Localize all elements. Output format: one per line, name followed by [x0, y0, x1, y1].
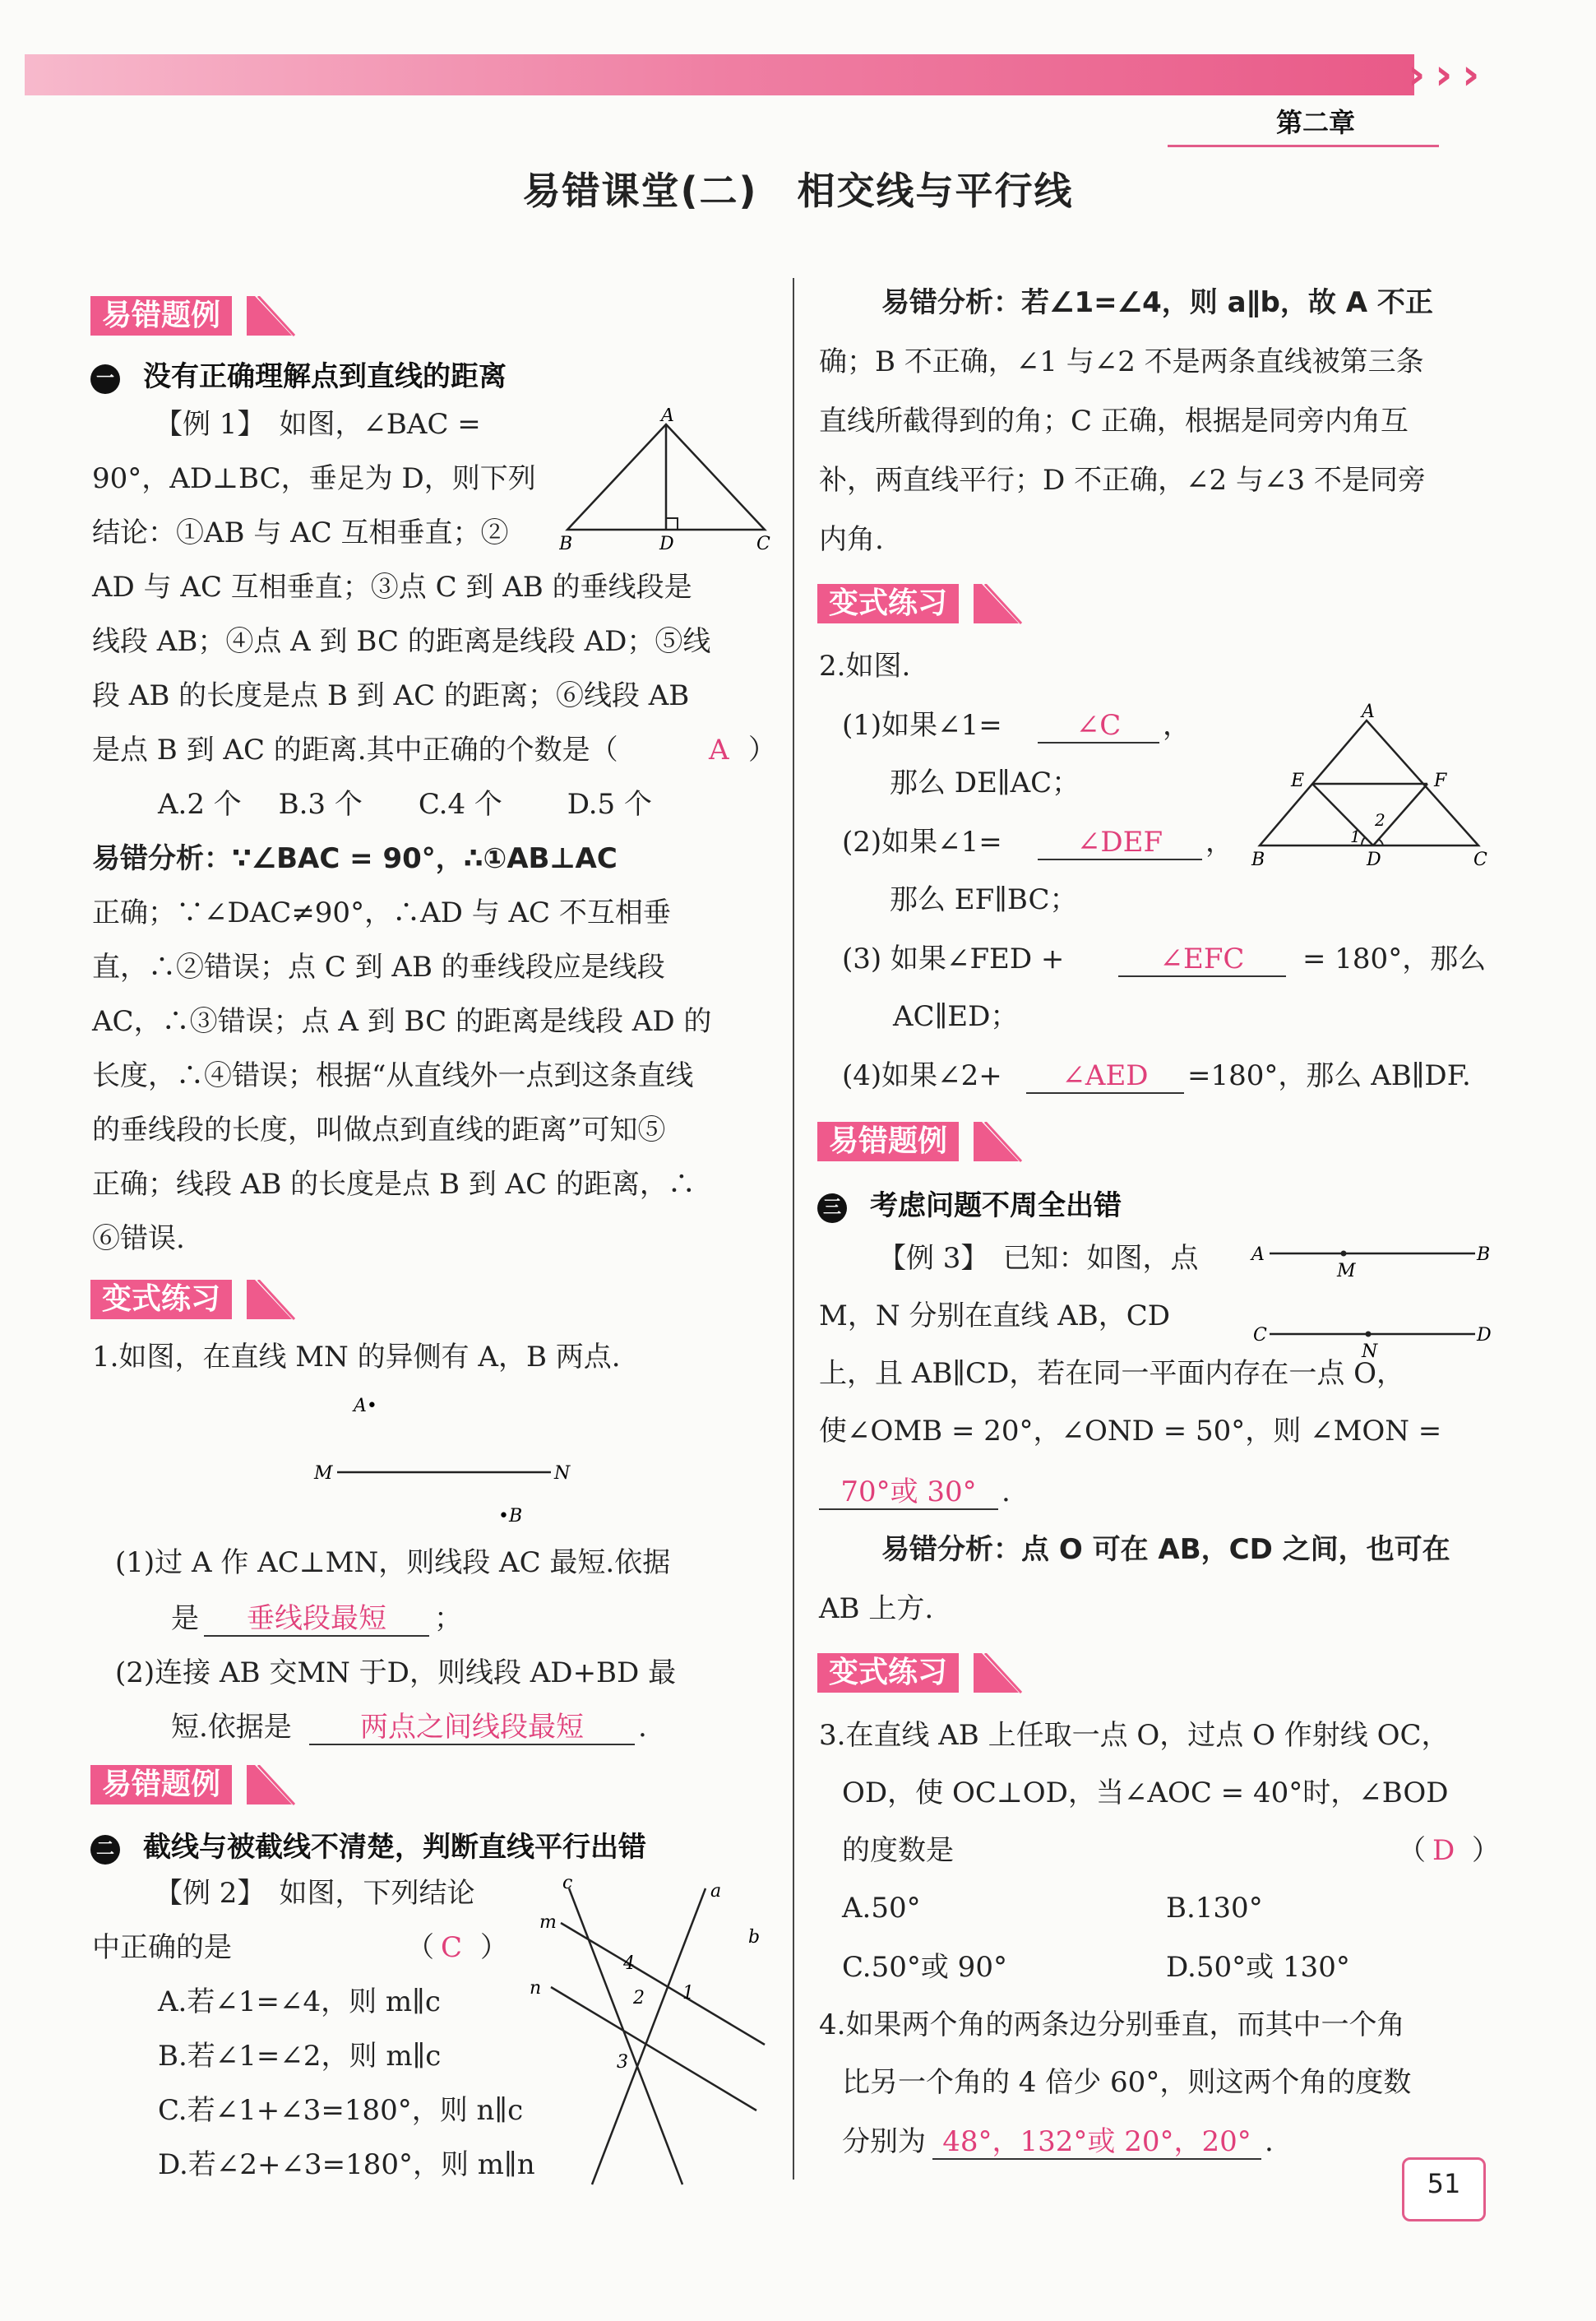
ex3-line: 使∠OMB = 20°，∠OND = 50°，则 ∠MON = — [819, 1415, 1442, 1448]
badge-bianshi: 变式练习 — [90, 1280, 232, 1319]
section-2-heading — [90, 1824, 646, 1865]
label-angle-1: 1 — [682, 1983, 694, 2004]
label-n: n — [530, 1978, 542, 1999]
badge-tail-icon — [974, 584, 1023, 625]
label-angle-1: 1 — [1350, 827, 1361, 846]
badge-bianshi: 变式练习 — [817, 584, 959, 623]
badge-bianshi: 变式练习 — [817, 1653, 959, 1693]
ex1-analysis-line: ⑥错误. — [92, 1222, 185, 1255]
figure-parallel-ab-cd — [1245, 1234, 1500, 1374]
column-divider — [793, 278, 794, 2180]
ex1-analysis-line: AC，∴③错误；点 A 到 BC 的距离是线段 AD 的 — [92, 1005, 712, 1038]
ex2-paren: （ — [406, 1931, 434, 1964]
chevron-icon: › — [1435, 50, 1453, 100]
q3-line: 的度数是 — [842, 1834, 954, 1867]
q1-part1-end: ； — [434, 1602, 462, 1635]
figure-triangle-def — [1242, 701, 1505, 873]
badge-tail-icon — [974, 1653, 1023, 1694]
badge-yicuo: 易错题例 — [817, 1122, 959, 1161]
ex2-analysis-line: 直线所截得到的角；C 正确，根据是同旁内角互 — [819, 405, 1409, 438]
ex1-line: 是点 B 到 AC 的距离.其中正确的个数是（ — [92, 734, 618, 767]
page-number: 51 — [1427, 2168, 1461, 2199]
q3-answer: D — [1432, 1834, 1455, 1867]
q1-intro: 1.如图，在直线 MN 的异侧有 A，B 两点. — [92, 1341, 621, 1374]
section-title: 截线与被截线不清楚，判断直线平行出错 — [143, 1831, 646, 1864]
label-b: B — [1251, 850, 1265, 870]
q3-line: OD，使 OC⊥OD，当∠AOC = 40°时，∠BOD — [842, 1777, 1449, 1809]
ex2-analysis-line: 确；B 不正确，∠1 与∠2 不是两条直线被第三条 — [819, 345, 1424, 378]
badge-tail-icon — [247, 1765, 296, 1806]
label-b: b — [748, 1927, 761, 1948]
chevron-icon: › — [1462, 50, 1480, 100]
section-number: 一 — [90, 364, 120, 394]
badge-yicuo: 易错题例 — [90, 296, 232, 336]
label-angle-2: 2 — [633, 1988, 645, 2008]
ex1-line: 线段 AB；④点 A 到 BC 的距离是线段 AD；⑤线 — [92, 625, 711, 658]
label-n: N — [1362, 1341, 1378, 1362]
q1-part2-answer: 两点之间线段最短 — [309, 1711, 635, 1745]
ex3-line: 【例 3】 已知：如图，点 — [878, 1242, 1199, 1275]
q2-part2-end: ， — [1205, 826, 1233, 859]
label-c: C — [1253, 1325, 1267, 1346]
label-m: M — [314, 1463, 333, 1484]
label-m: M — [1337, 1261, 1356, 1281]
q4-line: 4.如果两个角的两条边分别垂直，而其中一个角 — [819, 2008, 1405, 2041]
q2-part4-answer: ∠AED — [1026, 1059, 1184, 1094]
q4-end: . — [1265, 2125, 1274, 2158]
q4-answer: 48°，132°或 20°，20° — [932, 2125, 1261, 2160]
ex1-line: 结论：①AB 与 AC 互相垂直；② — [92, 517, 509, 549]
label-b: B — [1477, 1244, 1491, 1265]
q2-part3: (3) 如果∠FED + — [842, 943, 1065, 975]
ex3-analysis-line: 易错分析：点 O 可在 AB，CD 之间，也可在 — [881, 1533, 1450, 1566]
label-a: A — [1251, 1244, 1265, 1265]
ex1-analysis-line: 长度，∴④错误；根据“从直线外一点到这条直线 — [92, 1059, 694, 1092]
ex1-paren: ） — [748, 734, 776, 767]
ex1-line: 90°，AD⊥BC，垂足为 D，则下列 — [92, 462, 536, 495]
label-b: •B — [498, 1506, 523, 1526]
badge-tail-icon — [974, 1122, 1023, 1163]
q3-option: D.50°或 130° — [1166, 1951, 1350, 1984]
q2-part2-answer: ∠DEF — [1038, 826, 1202, 860]
ex2-option: D.若∠2+∠3=180°，则 m∥n — [158, 2148, 535, 2181]
q1-part1b: 是 — [171, 1602, 199, 1635]
label-a: A — [661, 408, 674, 426]
q1-part2b: 短.依据是 — [171, 1711, 292, 1744]
ex2-option: B.若∠1=∠2，则 m∥c — [158, 2040, 442, 2073]
ex3-answer: 70°或 30° — [819, 1476, 998, 1510]
label-d: D — [1367, 850, 1381, 870]
label-e: E — [1291, 771, 1305, 791]
label-angle-4: 4 — [623, 1953, 635, 1974]
ex1-analysis-line: 直，∴②错误；点 C 到 AB 的垂线段应是线段 — [92, 951, 665, 984]
q1-part2: (2)连接 AB 交MN 于D，则线段 AD+BD 最 — [115, 1656, 677, 1689]
q2-part1b: 那么 DE∥AC； — [890, 767, 1080, 799]
label-c: C — [1473, 850, 1487, 870]
ex1-analysis-line: 易错分析：∵∠BAC = 90°，∴①AB⊥AC — [92, 842, 618, 875]
q4-line: 比另一个角的 4 倍少 60°，则这两个角的度数 — [842, 2066, 1412, 2099]
label-angle-2: 2 — [1375, 810, 1386, 830]
ex1-line: AD 与 AC 互相垂直；③点 C 到 AB 的垂线段是 — [92, 571, 692, 604]
q4-line: 分别为 — [842, 2125, 926, 2158]
ex2-option: C.若∠1+∠3=180°，则 n∥c — [158, 2094, 524, 2127]
ex1-answer: A — [709, 734, 729, 767]
section-1-heading — [90, 354, 507, 394]
section-title: 考虑问题不周全出错 — [870, 1189, 1122, 1222]
label-c: c — [562, 1873, 573, 1893]
q1-part2-end: . — [638, 1711, 647, 1744]
ex3-line: M，N 分别在直线 AB，CD — [819, 1299, 1170, 1332]
ex2-option: A.若∠1=∠4，则 m∥c — [158, 1985, 441, 2018]
figure-line-mn — [304, 1390, 592, 1530]
q2-part3-answer: ∠EFC — [1118, 943, 1286, 977]
section-3-heading — [817, 1183, 1122, 1223]
label-d: D — [1477, 1325, 1492, 1346]
q1-part1: (1)过 A 作 AC⊥MN，则线段 AC 最短.依据 — [115, 1546, 671, 1579]
q2-intro: 2.如图. — [819, 650, 911, 683]
ex1-analysis-line: 正确；∵∠DAC≠90°，∴AD 与 AC 不互相垂 — [92, 896, 671, 929]
label-n: N — [554, 1463, 571, 1484]
ex1-line: 段 AB 的长度是点 B 到 AC 的距离；⑥线段 AB — [92, 679, 690, 712]
q3-paren: （ — [1398, 1834, 1426, 1867]
ex2-analysis-line: 补，两直线平行；D 不正确，∠2 与∠3 不是同旁 — [819, 464, 1426, 497]
q2-part1: (1)如果∠1= — [842, 709, 1002, 742]
label-a: A• — [354, 1396, 377, 1416]
chevron-icon: › — [1408, 50, 1426, 100]
label-a: a — [710, 1881, 722, 1902]
ex2-answer: C — [441, 1931, 463, 1964]
page-title: 易错课堂(二) 相交线与平行线 — [522, 169, 1074, 213]
label-b: B — [559, 534, 573, 554]
ex3-end: . — [1002, 1476, 1011, 1508]
ex2-line: 【例 2】 如图，下列结论 — [155, 1877, 475, 1910]
ex2-line: 中正确的是 — [92, 1931, 232, 1964]
ex2-analysis-line: 内角. — [819, 523, 884, 556]
q2-part3-end: = 180°，那么 — [1302, 943, 1487, 975]
q3-line: 3.在直线 AB 上任取一点 O，过点 O 作射线 OC， — [819, 1719, 1450, 1752]
label-f: F — [1434, 771, 1447, 791]
section-number: 二 — [90, 1835, 120, 1865]
ex3-analysis-line: AB 上方. — [819, 1592, 934, 1625]
ex3-line: 上，且 AB∥CD，若在同一平面内存在一点 O， — [819, 1357, 1405, 1390]
q2-part1-answer: ∠C — [1038, 709, 1159, 744]
q3-paren: ） — [1472, 1834, 1500, 1867]
label-m: m — [539, 1912, 557, 1933]
q3-option: A.50° — [842, 1892, 921, 1925]
ex2-analysis-line: 易错分析：若∠1=∠4，则 a∥b，故 A 不正 — [881, 286, 1433, 319]
ex1-line: 【例 1】 如图，∠BAC = — [155, 408, 481, 441]
figure-triangle-abc — [559, 408, 773, 556]
ex1-options: A.2 个 B.3 个 C.4 个 D.5 个 — [158, 788, 652, 821]
q3-option: C.50°或 90° — [842, 1951, 1007, 1984]
badge-yicuo: 易错题例 — [90, 1765, 232, 1804]
q3-option: B.130° — [1166, 1892, 1263, 1925]
badge-tail-icon — [247, 296, 296, 337]
ex2-paren: ） — [480, 1931, 508, 1964]
q2-part3b: AC∥ED； — [893, 1000, 1019, 1033]
label-angle-3: 3 — [617, 2052, 628, 2073]
header-band — [25, 54, 1414, 95]
q2-part4: (4)如果∠2+ — [842, 1059, 1002, 1092]
figure-parallel-lines — [510, 1872, 781, 2193]
section-title: 没有正确理解点到直线的距离 — [143, 360, 507, 393]
chapter-label: 第二章 — [1275, 107, 1355, 138]
q1-part1-answer: 垂线段最短 — [204, 1602, 429, 1637]
label-c: C — [756, 534, 770, 554]
label-d: D — [659, 534, 674, 554]
q2-part4-end: =180°，那么 AB∥DF. — [1187, 1059, 1471, 1092]
ex1-analysis-line: 的垂线段的长度，叫做点到直线的距离”可知⑤ — [92, 1114, 666, 1147]
label-a: A — [1362, 702, 1375, 722]
section-number: 三 — [817, 1193, 847, 1223]
ex1-analysis-line: 正确；线段 AB 的长度是点 B 到 AC 的距离，∴ — [92, 1168, 696, 1201]
q2-part1-end: ， — [1163, 709, 1191, 742]
badge-tail-icon — [247, 1280, 296, 1321]
q2-part2b: 那么 EF∥BC； — [890, 883, 1078, 916]
q2-part2: (2)如果∠1= — [842, 826, 1002, 859]
